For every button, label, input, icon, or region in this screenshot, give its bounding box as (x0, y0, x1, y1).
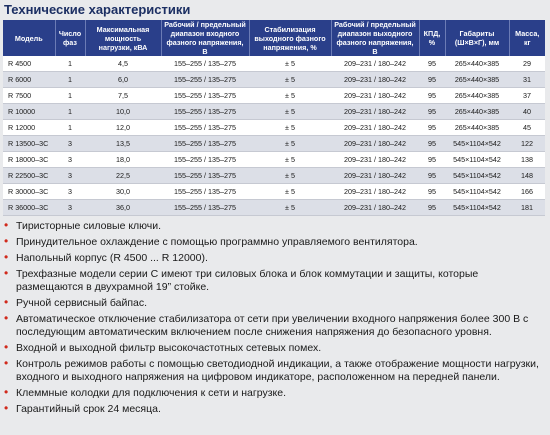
col-header-power: Максимальная мощность нагрузки, кВА (85, 20, 161, 56)
cell-output-range: 209–231 / 180–242 (331, 152, 419, 168)
cell-efficiency: 95 (419, 152, 445, 168)
feature-text: Контроль режимов работы с помощью светодиодной индикации, а также отображение мощности нагрузки, входного и выходного напряжения на цифровом индикаторе, расположенном на передней панели. (16, 358, 539, 383)
list-item (4, 357, 548, 384)
bullet-icon: • (4, 295, 9, 309)
cell-power: 10,0 (85, 104, 161, 120)
cell-input-range: 155–255 / 135–275 (161, 136, 249, 152)
feature-text: Ручной сервисный байпас. (16, 297, 148, 309)
list-item (4, 235, 548, 249)
cell-model: R 7500 (3, 88, 55, 104)
col-header-phases: Число фаз (55, 20, 85, 56)
cell-output-range: 209–231 / 180–242 (331, 120, 419, 136)
cell-dimensions: 545×1104×542 (445, 184, 509, 200)
cell-model: R 6000 (3, 72, 55, 88)
cell-efficiency: 95 (419, 184, 445, 200)
cell-input-range: 155–255 / 135–275 (161, 120, 249, 136)
cell-input-range: 155–255 / 135–275 (161, 184, 249, 200)
cell-efficiency: 95 (419, 168, 445, 184)
cell-phases: 1 (55, 88, 85, 104)
cell-model: R 30000–3С (3, 184, 55, 200)
cell-stabilization: ± 5 (249, 72, 331, 88)
cell-phases: 3 (55, 136, 85, 152)
bullet-icon: • (4, 356, 9, 370)
cell-power: 7,5 (85, 88, 161, 104)
cell-output-range: 209–231 / 180–242 (331, 184, 419, 200)
cell-output-range: 209–231 / 180–242 (331, 56, 419, 72)
cell-output-range: 209–231 / 180–242 (331, 136, 419, 152)
cell-efficiency: 95 (419, 120, 445, 136)
bullet-icon: • (4, 250, 9, 264)
cell-phases: 1 (55, 120, 85, 136)
cell-dimensions: 545×1104×542 (445, 168, 509, 184)
cell-power: 4,5 (85, 56, 161, 72)
list-item (4, 341, 548, 355)
feature-text: Напольный корпус (R 4500 ... R 12000). (16, 252, 208, 264)
feature-text: Тиристорные силовые ключи. (16, 220, 162, 232)
cell-output-range: 209–231 / 180–242 (331, 168, 419, 184)
cell-phases: 1 (55, 72, 85, 88)
cell-phases: 3 (55, 200, 85, 216)
cell-efficiency: 95 (419, 72, 445, 88)
table-row (3, 200, 545, 216)
bullet-icon: • (4, 234, 9, 248)
cell-mass: 31 (509, 72, 545, 88)
cell-model: R 18000–3С (3, 152, 55, 168)
cell-dimensions: 265×440×385 (445, 72, 509, 88)
col-header-output-range: Рабочий / предельный диапазон выходного фазного напряжения, В (331, 20, 419, 56)
cell-efficiency: 95 (419, 136, 445, 152)
table-row (3, 88, 545, 104)
bullet-icon: • (4, 311, 9, 325)
bullet-icon: • (4, 385, 9, 399)
cell-power: 12,0 (85, 120, 161, 136)
cell-power: 36,0 (85, 200, 161, 216)
table-header-row (3, 20, 545, 56)
cell-power: 13,5 (85, 136, 161, 152)
cell-mass: 181 (509, 200, 545, 216)
cell-input-range: 155–255 / 135–275 (161, 168, 249, 184)
col-header-stabilization: Стабилизация выходного фазного напряжения, % (249, 20, 331, 56)
cell-dimensions: 265×440×385 (445, 104, 509, 120)
cell-mass: 122 (509, 136, 545, 152)
feature-text: Принудительное охлаждение с помощью программно управляемого вентилятора. (16, 236, 418, 248)
cell-stabilization: ± 5 (249, 184, 331, 200)
list-item (4, 402, 548, 416)
cell-model: R 10000 (3, 104, 55, 120)
bullet-icon: • (4, 340, 9, 354)
cell-input-range: 155–255 / 135–275 (161, 56, 249, 72)
cell-stabilization: ± 5 (249, 152, 331, 168)
cell-model: R 22500–3С (3, 168, 55, 184)
cell-model: R 13500–3С (3, 136, 55, 152)
feature-text: Трехфазные модели серии С имеют три силовых блока и блок коммутации и защиты, которые размещаются в двухрамной 19” стойке. (16, 268, 479, 293)
table-row (3, 104, 545, 120)
col-header-dimensions: Габариты (Ш×В×Г), мм (445, 20, 509, 56)
feature-text: Автоматическое отключение стабилизатора от сети при увеличении входного напряжения более 300 В с последующим автоматическим включением после снижения напряжения до безопасного уровня. (16, 313, 529, 338)
cell-stabilization: ± 5 (249, 120, 331, 136)
cell-phases: 3 (55, 184, 85, 200)
cell-input-range: 155–255 / 135–275 (161, 104, 249, 120)
cell-phases: 3 (55, 152, 85, 168)
cell-phases: 1 (55, 56, 85, 72)
table-row (3, 168, 545, 184)
cell-dimensions: 545×1104×542 (445, 200, 509, 216)
cell-input-range: 155–255 / 135–275 (161, 72, 249, 88)
cell-mass: 29 (509, 56, 545, 72)
list-item (4, 251, 548, 265)
bullet-icon: • (4, 218, 9, 232)
cell-phases: 3 (55, 168, 85, 184)
cell-power: 22,5 (85, 168, 161, 184)
cell-output-range: 209–231 / 180–242 (331, 72, 419, 88)
cell-efficiency: 95 (419, 200, 445, 216)
col-header-efficiency: КПД, % (419, 20, 445, 56)
cell-input-range: 155–255 / 135–275 (161, 200, 249, 216)
cell-mass: 40 (509, 104, 545, 120)
page-title: Технические характеристики (4, 2, 191, 17)
cell-model: R 4500 (3, 56, 55, 72)
bullet-icon: • (4, 266, 9, 280)
cell-dimensions: 545×1104×542 (445, 152, 509, 168)
cell-dimensions: 265×440×385 (445, 120, 509, 136)
cell-output-range: 209–231 / 180–242 (331, 88, 419, 104)
table-row (3, 120, 545, 136)
cell-power: 18,0 (85, 152, 161, 168)
cell-model: R 36000–3С (3, 200, 55, 216)
table-row (3, 152, 545, 168)
cell-input-range: 155–255 / 135–275 (161, 152, 249, 168)
list-item (4, 312, 548, 339)
col-header-model: Модель (3, 20, 55, 56)
list-item (4, 267, 548, 294)
table-row (3, 56, 545, 72)
cell-efficiency: 95 (419, 88, 445, 104)
cell-output-range: 209–231 / 180–242 (331, 104, 419, 120)
cell-stabilization: ± 5 (249, 88, 331, 104)
cell-stabilization: ± 5 (249, 56, 331, 72)
feature-text: Клеммные колодки для подключения к сети и нагрузке. (16, 387, 286, 399)
feature-text: Гарантийный срок 24 месяца. (16, 403, 161, 415)
cell-mass: 166 (509, 184, 545, 200)
cell-stabilization: ± 5 (249, 136, 331, 152)
cell-mass: 148 (509, 168, 545, 184)
cell-dimensions: 545×1104×542 (445, 136, 509, 152)
cell-power: 30,0 (85, 184, 161, 200)
cell-output-range: 209–231 / 180–242 (331, 200, 419, 216)
list-item (4, 386, 548, 400)
cell-power: 6,0 (85, 72, 161, 88)
list-item (4, 296, 548, 310)
col-header-input-range: Рабочий / предельный диапазон входного фазного напряжения, В (161, 20, 249, 56)
cell-stabilization: ± 5 (249, 200, 331, 216)
cell-phases: 1 (55, 104, 85, 120)
cell-input-range: 155–255 / 135–275 (161, 88, 249, 104)
cell-mass: 45 (509, 120, 545, 136)
table-row (3, 72, 545, 88)
cell-model: R 12000 (3, 120, 55, 136)
cell-mass: 37 (509, 88, 545, 104)
table-row (3, 136, 545, 152)
cell-mass: 138 (509, 152, 545, 168)
specs-table (3, 20, 545, 216)
cell-stabilization: ± 5 (249, 168, 331, 184)
table-row (3, 184, 545, 200)
cell-efficiency: 95 (419, 104, 445, 120)
features-list (4, 219, 548, 418)
list-item (4, 219, 548, 233)
bullet-icon: • (4, 401, 9, 415)
cell-dimensions: 265×440×385 (445, 88, 509, 104)
cell-stabilization: ± 5 (249, 104, 331, 120)
feature-text: Входной и выходной фильтр высокочастотных сетевых помех. (16, 342, 322, 354)
cell-efficiency: 95 (419, 56, 445, 72)
cell-dimensions: 265×440×385 (445, 56, 509, 72)
col-header-mass: Масса, кг (509, 20, 545, 56)
